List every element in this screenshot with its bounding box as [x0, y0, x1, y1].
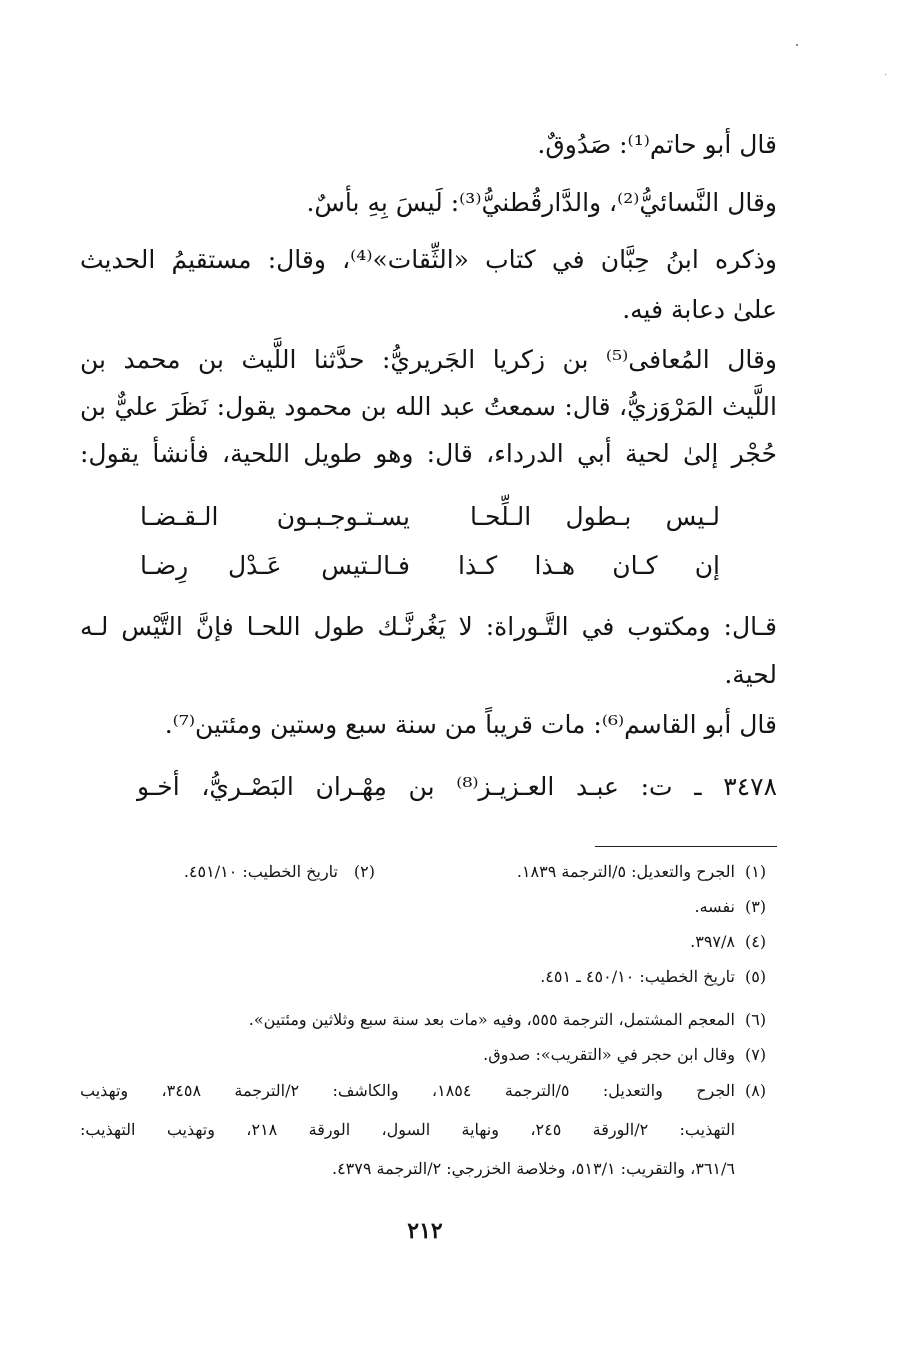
footnote-number-2: (٢)	[353, 862, 375, 881]
body-line-2: وقال النَّسائيُّ⁽²⁾، والدَّارقُطنيُّ⁽³⁾: لَيسَ بِهِ بأسٌ.	[306, 188, 777, 217]
footnote-8-line-2: التهذيب: ٢/الورقة ٢٤٥، ونهاية السول، الورقة ٢١٨، وتهذيب التهذيب:	[80, 1120, 736, 1139]
scan-speck	[796, 44, 798, 46]
body-line-4: علىٰ دعابة فيه.	[622, 295, 777, 324]
verse-1-hemistich-1: لـيس بـطول الـلِّحـا	[470, 502, 720, 531]
scan-speck	[885, 74, 886, 75]
body-line-7: حُجْر إلىٰ لحية أبي الدرداء، قال: وهو طويل اللحية، فأنشأ يقول:	[80, 439, 777, 468]
body-line-10: قال أبو القاسم⁽⁶⁾: مات قريباً من سنة سبع وستين ومئتين⁽⁷⁾.	[164, 710, 777, 739]
body-line-8: قـال: ومكتوب في التَّـوراة: لا يَغُرنَّـك طول اللحـا فإنَّ التَّيْس لـه	[80, 612, 777, 641]
body-line-3: وذكره ابنُ حِبَّان في كتاب «الثِّقات»⁽⁴⁾، وقال: مستقيمُ الحديث	[80, 245, 777, 274]
body-line-11-entry-heading: ٣٤٧٨ ـ ت: عبـد العـزيـز⁽⁸⁾ بن مِهْـران البَصْـريُّ، أخـو	[137, 772, 777, 801]
footnote-number-5: (٥)	[745, 967, 767, 986]
footnote-8-line-1: الجرح والتعديل: ٥/الترجمة ١٨٥٤، والكاشف: ٢/الترجمة ٣٤٥٨، وتهذيب	[80, 1081, 736, 1100]
verse-2-hemistich-1: إن كـان هـذا كـذا	[458, 551, 720, 580]
footnote-5: تاريخ الخطيب: ٤٥٠/١٠ ـ ٤٥١.	[540, 967, 735, 986]
footnote-2: تاريخ الخطيب: ٤٥١/١٠.	[183, 862, 338, 881]
verse-2-hemistich-2: فـالـتيس عَـدْل رِضـا	[140, 551, 410, 580]
footnote-6: المعجم المشتمل، الترجمة ٥٥٥، وفيه «مات بعد سنة سبع وثلاثين ومئتين».	[248, 1010, 735, 1029]
footnote-number-1: (١)	[745, 862, 767, 881]
body-line-5: وقال المُعافى⁽⁵⁾ بن زكريا الجَريريُّ: حدَّثنا اللَّيث بن محمد بن	[80, 345, 777, 374]
footnote-4: ٣٩٧/٨.	[690, 932, 735, 951]
footnote-3: نفسه.	[694, 897, 735, 916]
footnote-number-3: (٣)	[745, 897, 767, 916]
body-line-9: لحية.	[724, 660, 777, 689]
footnote-number-8: (٨)	[745, 1081, 767, 1100]
footnote-1: الجرح والتعديل: ٥/الترجمة ١٨٣٩.	[516, 862, 735, 881]
footnote-number-7: (٧)	[745, 1045, 767, 1064]
footnote-8-line-3: ٣٦١/٦، والتقريب: ٥١٣/١، وخلاصة الخزرجي: ٢/الترجمة ٤٣٧٩.	[331, 1159, 735, 1178]
verse-1-hemistich-2: يسـتـوجـبـون الـقـضـا	[140, 502, 410, 531]
footnote-7: وقال ابن حجر في «التقريب»: صدوق.	[483, 1045, 735, 1064]
page-number: ٢١٢	[407, 1218, 443, 1244]
footnote-separator	[595, 846, 777, 847]
body-line-6: اللَّيث المَرْوَزيُّ، قال: سمعتُ عبد الله بن محمود يقول: نَظَرَ عليٌّ بن	[80, 392, 777, 421]
body-line-1: قال أبو حاتم⁽¹⁾: صَدُوقٌ.	[537, 130, 777, 159]
footnote-number-6: (٦)	[745, 1010, 767, 1029]
footnote-number-4: (٤)	[745, 932, 767, 951]
